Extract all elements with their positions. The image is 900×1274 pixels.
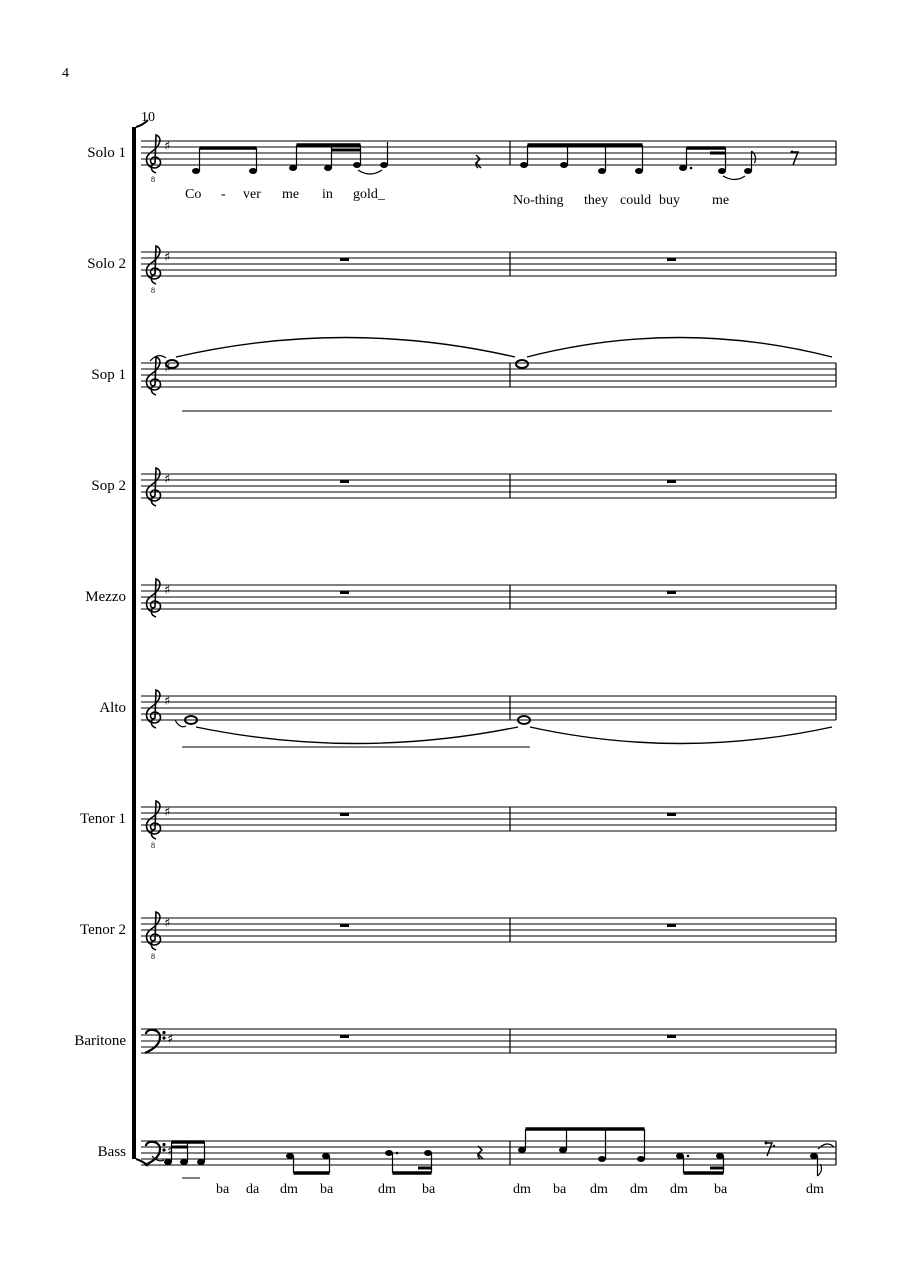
sharp-key-icon: ♯ [164, 694, 171, 709]
staff-baritone [141, 1029, 836, 1053]
octave-marker-icon: 8 [151, 175, 155, 184]
system-bracket [132, 120, 148, 1166]
bass-clef-dot-icon [162, 1148, 165, 1151]
staff-solo-1 [141, 135, 836, 184]
sharp-key-icon: ♯ [164, 361, 171, 376]
lyric: dm [513, 1182, 531, 1197]
lyric: dm [378, 1182, 396, 1197]
lyric: me [282, 187, 300, 202]
staff-label-sop-2: Sop 2 [91, 478, 126, 494]
staff-label-solo-1: Solo 1 [87, 145, 126, 161]
sharp-key-icon: ♯ [164, 139, 171, 154]
lyric: ba [216, 1182, 230, 1197]
lyric: ba [320, 1182, 334, 1197]
staff-label-tenor-1: Tenor 1 [79, 811, 126, 827]
sharp-key-icon: ♯ [164, 916, 171, 931]
sharp-key-icon: ♯ [164, 583, 171, 598]
solo-1-lyrics [185, 187, 729, 208]
sop-1-notes [150, 338, 832, 412]
bass-clef-dot-icon [162, 1143, 165, 1146]
lyric: ba [553, 1182, 567, 1197]
sharp-key-icon: ♯ [164, 805, 171, 820]
bass-notes [152, 1129, 834, 1178]
lyric: - [221, 187, 226, 202]
lyric: ver [243, 187, 261, 202]
bass-clef-dot-icon [162, 1036, 165, 1039]
lyric: ba [422, 1182, 436, 1197]
staff-label-solo-2: Solo 2 [87, 256, 126, 272]
staff-tenor-2 [141, 912, 836, 961]
lyric: gold_ [353, 187, 385, 202]
lyric: could [620, 193, 652, 208]
lyric: dm [590, 1182, 608, 1197]
sharp-key-icon: ♯ [167, 1144, 174, 1159]
sharp-key-icon: ♯ [164, 472, 171, 487]
sharp-key-icon: ♯ [164, 250, 171, 265]
octave-marker-icon: 8 [151, 841, 155, 850]
staff-sop-1 [141, 357, 836, 395]
staff-label-baritone: Baritone [74, 1033, 126, 1049]
staff-sop-2 [141, 468, 836, 506]
staff-label-tenor-2: Tenor 2 [79, 922, 126, 938]
page-number: 4 [62, 66, 69, 81]
octave-marker-icon: 8 [151, 952, 155, 961]
staff-label-mezzo: Mezzo [85, 589, 126, 605]
lyric: buy [659, 193, 680, 208]
staff-label-sop-1: Sop 1 [91, 367, 126, 383]
staff-alto [141, 690, 836, 728]
lyric: they [584, 193, 609, 208]
alto-notes [175, 716, 832, 747]
lyric: in [322, 187, 333, 202]
lyric: ba [714, 1182, 728, 1197]
staff-tenor-1 [141, 801, 836, 850]
lyric: dm [630, 1182, 648, 1197]
staff-bass [141, 1141, 836, 1165]
instrument-labels [74, 145, 126, 1160]
solo-1-notes [192, 142, 798, 180]
staff-label-bass: Bass [97, 1144, 126, 1160]
bass-clef-dot-icon [162, 1031, 165, 1034]
staff-mezzo [141, 579, 836, 617]
lyric: da [246, 1182, 260, 1197]
bass-lyrics [216, 1182, 824, 1197]
staff-label-alto: Alto [99, 700, 126, 716]
sharp-key-icon: ♯ [167, 1032, 174, 1047]
lyric: dm [280, 1182, 298, 1197]
lyric: dm [806, 1182, 824, 1197]
lyric: dm [670, 1182, 688, 1197]
octave-marker-icon: 8 [151, 286, 155, 295]
lyric: Co [185, 187, 202, 202]
measure-number: 10 [141, 110, 155, 125]
staff-solo-2 [141, 246, 836, 295]
lyric: me [712, 193, 730, 208]
lyric: No-thing [513, 193, 564, 208]
